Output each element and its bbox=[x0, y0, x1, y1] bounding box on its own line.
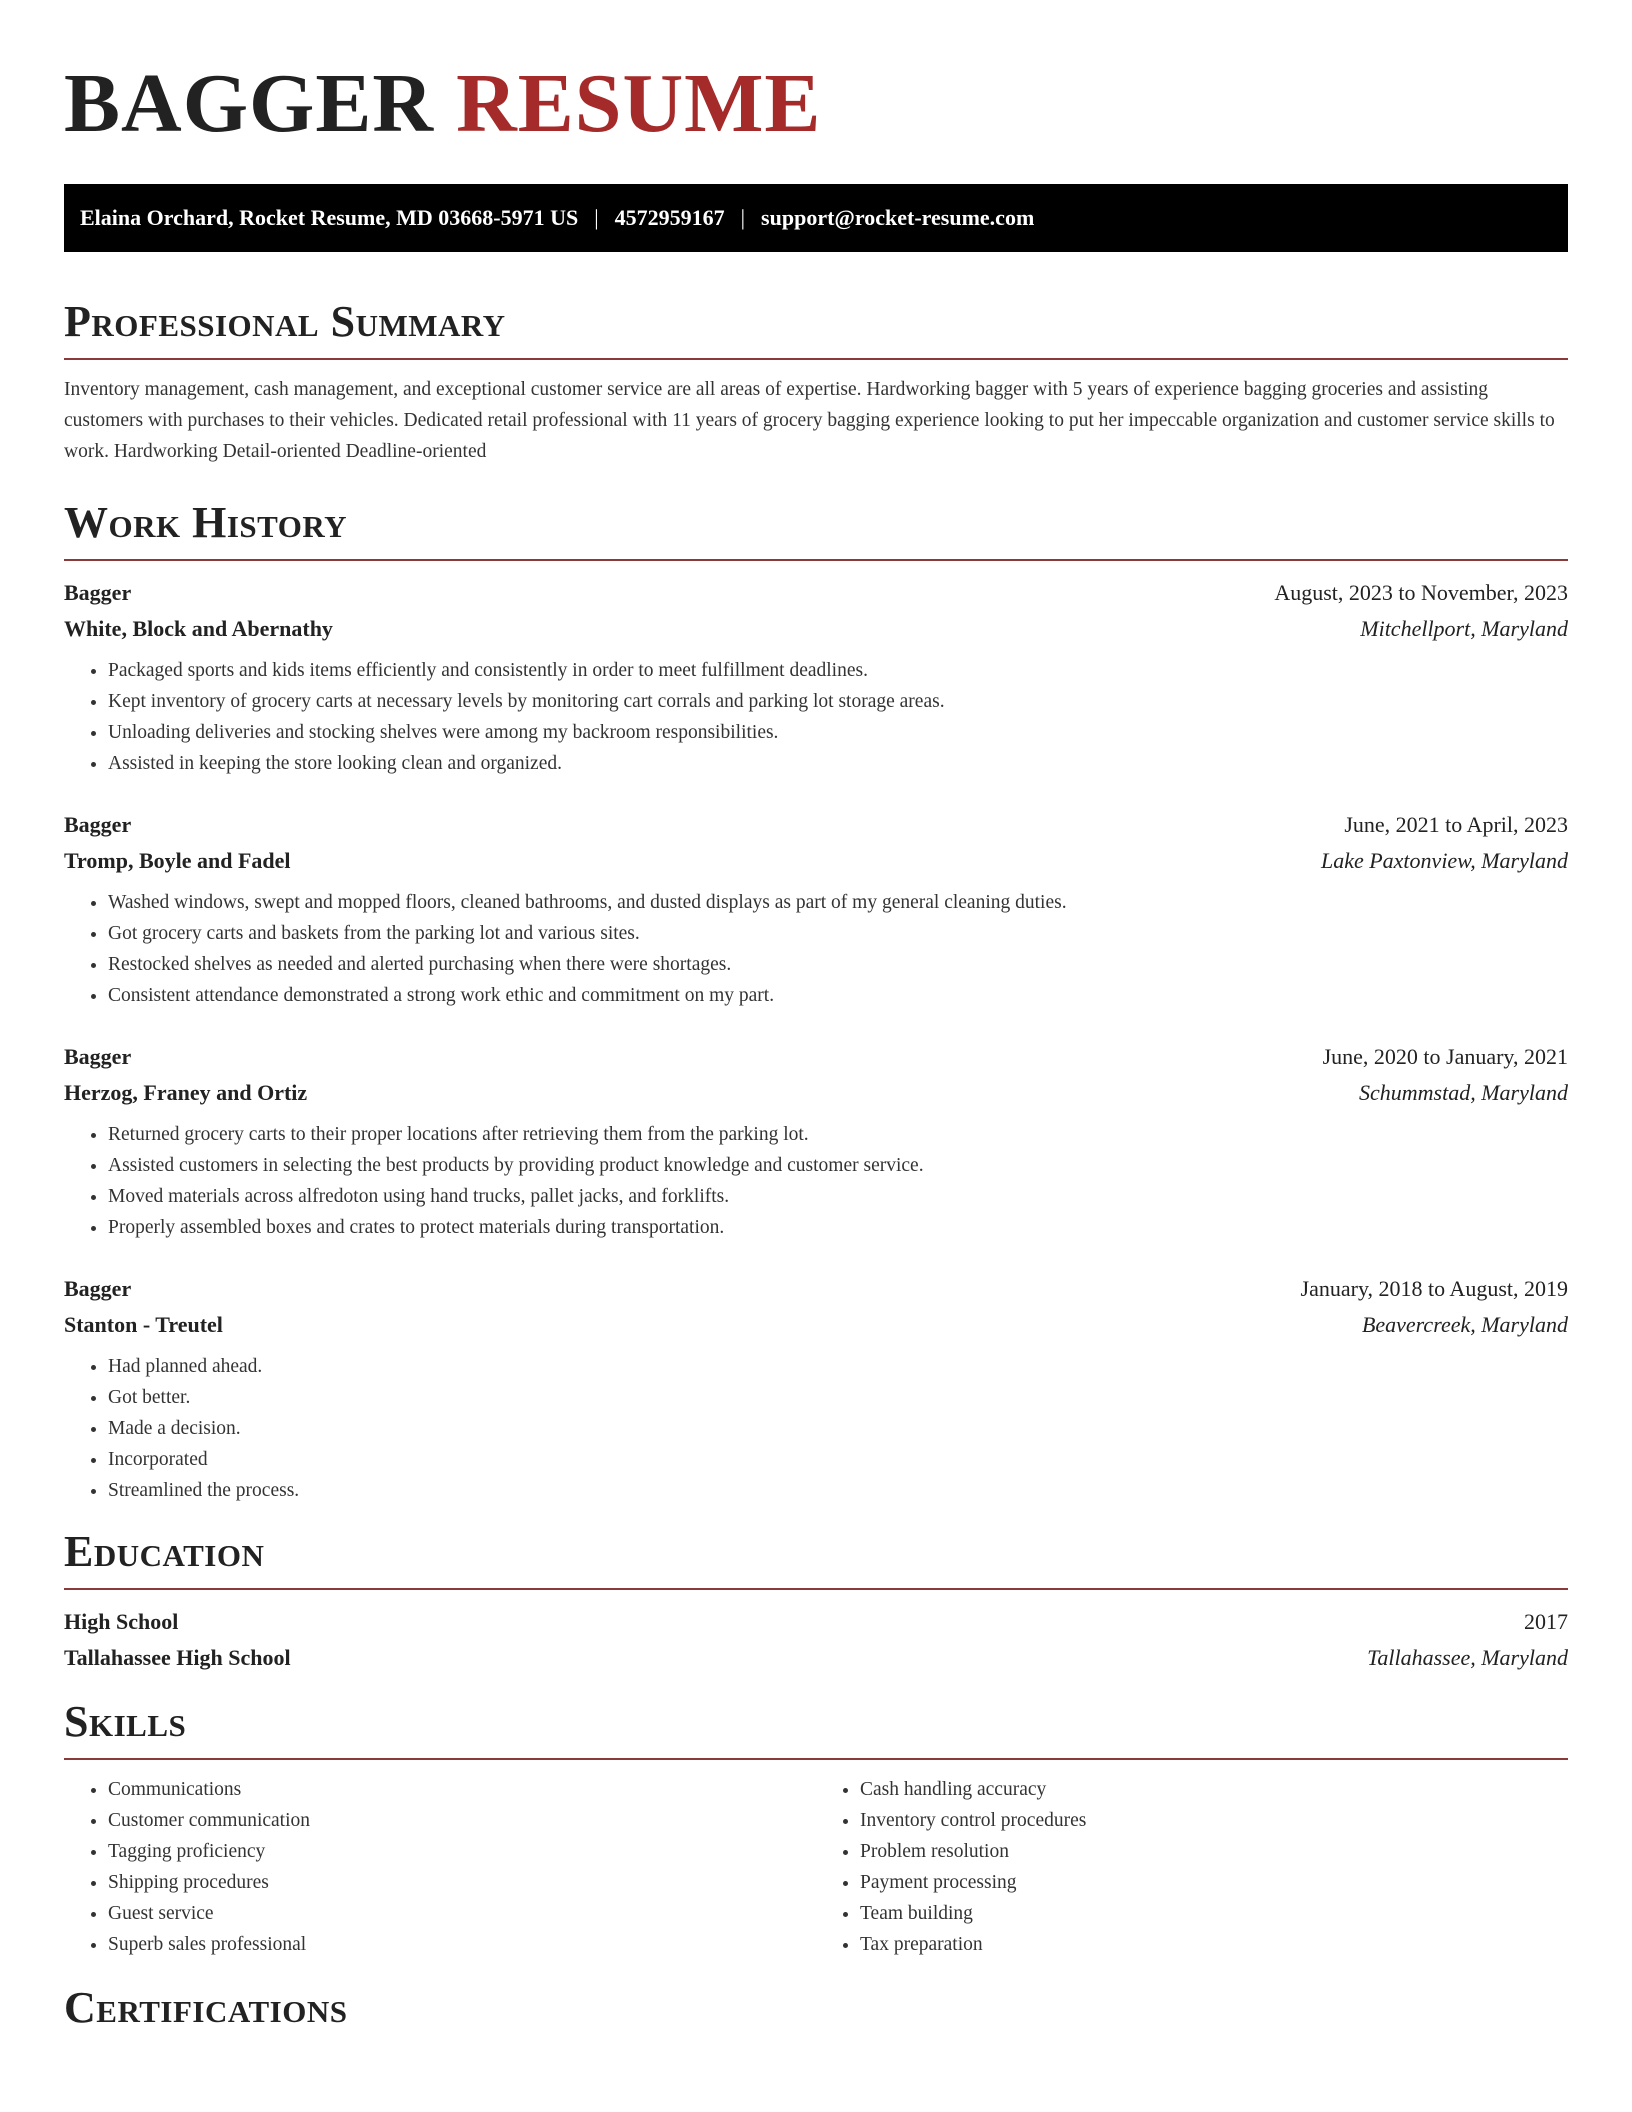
skill-item: • Shipping procedures bbox=[108, 1867, 816, 1898]
job-header-row bbox=[64, 1039, 1568, 1075]
skill-item: • Communications bbox=[108, 1774, 816, 1805]
job-bullets bbox=[64, 1351, 1568, 1506]
job-dates: August, 2023 to November, 2023 bbox=[1274, 580, 1568, 605]
job-bullet: • Streamlined the process. bbox=[108, 1475, 1568, 1506]
skill-item: • Team building bbox=[860, 1898, 1568, 1929]
job-bullet: • Consistent attendance demonstrated a strong work ethic and commitment on my part. bbox=[108, 980, 1568, 1011]
skill-item: • Problem resolution bbox=[860, 1836, 1568, 1867]
job-header-row bbox=[64, 1271, 1568, 1307]
job-company-row bbox=[64, 843, 1568, 879]
section-divider bbox=[64, 559, 1568, 561]
skill-item: • Customer communication bbox=[108, 1805, 816, 1836]
skill-item: • Superb sales professional bbox=[108, 1929, 816, 1960]
job-company-row bbox=[64, 1075, 1568, 1111]
skill-item: • Tagging proficiency bbox=[108, 1836, 816, 1867]
skill-item: • Guest service bbox=[108, 1898, 816, 1929]
skill-item: • Cash handling accuracy bbox=[860, 1774, 1568, 1805]
education-section bbox=[64, 1526, 1568, 1676]
work-history-section bbox=[64, 497, 1568, 1506]
job-bullet: • Had planned ahead. bbox=[108, 1351, 1568, 1382]
job-company: Stanton - Treutel bbox=[64, 1312, 223, 1337]
title-part-2: RESUME bbox=[456, 57, 822, 150]
job-title: Bagger bbox=[64, 1044, 132, 1069]
job-bullet: • Properly assembled boxes and crates to protect materials during transportation. bbox=[108, 1212, 1568, 1243]
job-title: Bagger bbox=[64, 580, 132, 605]
section-heading-skills: Skills bbox=[64, 1697, 187, 1746]
job-header-row bbox=[64, 807, 1568, 843]
job-bullets bbox=[64, 655, 1568, 779]
job-company-row bbox=[64, 1307, 1568, 1343]
job-bullet: • Made a decision. bbox=[108, 1413, 1568, 1444]
title-part-1: BAGGER bbox=[64, 57, 435, 150]
job-bullet: • Got better. bbox=[108, 1382, 1568, 1413]
skills-list-right bbox=[816, 1774, 1568, 1960]
skill-item: • Tax preparation bbox=[860, 1929, 1568, 1960]
skill-item: • Payment processing bbox=[860, 1867, 1568, 1898]
job-entry bbox=[64, 575, 1568, 779]
job-company: Tromp, Boyle and Fadel bbox=[64, 848, 291, 873]
job-bullets bbox=[64, 1119, 1568, 1243]
job-title: Bagger bbox=[64, 812, 132, 837]
education-year: 2017 bbox=[1524, 1609, 1568, 1634]
certifications-section bbox=[64, 1982, 1568, 2034]
job-bullet: • Returned grocery carts to their proper locations after retrieving them from the parking lot. bbox=[108, 1119, 1568, 1150]
education-school: Tallahassee High School bbox=[64, 1645, 291, 1670]
skills-section bbox=[64, 1696, 1568, 1960]
summary-section bbox=[64, 296, 1568, 467]
job-bullet: • Restocked shelves as needed and alerted purchasing when there were shortages. bbox=[108, 949, 1568, 980]
job-location: Lake Paxtonview, Maryland bbox=[1320, 848, 1568, 873]
job-entry bbox=[64, 1039, 1568, 1243]
job-title: Bagger bbox=[64, 1276, 132, 1301]
skill-item: • Inventory control procedures bbox=[860, 1805, 1568, 1836]
job-location: Beavercreek, Maryland bbox=[1361, 1312, 1568, 1337]
contact-separator: | bbox=[740, 205, 746, 230]
job-bullet: • Got grocery carts and baskets from the parking lot and various sites. bbox=[108, 918, 1568, 949]
job-dates: June, 2020 to January, 2021 bbox=[1322, 1044, 1568, 1069]
job-bullet: • Kept inventory of grocery carts at necessary levels by monitoring cart corrals and parking lot storage areas. bbox=[108, 686, 1568, 717]
section-heading-work-history: Work History bbox=[64, 498, 348, 547]
resume-title bbox=[64, 56, 1568, 152]
summary-text: Inventory management, cash management, and exceptional customer service are all areas of expertise. Hardworking bagger with 5 years of experience bagging groceries and assisting customers with purchases to their vehicles. Dedicated retail professional with 11 years of grocery bagging experience looking to put her impeccable organization and customer service skills to work. Hardworking Detail-oriented Deadline-oriented bbox=[64, 379, 1555, 462]
job-company-row bbox=[64, 611, 1568, 647]
section-divider bbox=[64, 1588, 1568, 1590]
contact-bar bbox=[64, 184, 1568, 252]
contact-phone: 4572959167 bbox=[614, 205, 725, 230]
skills-list-left bbox=[64, 1774, 816, 1960]
job-bullet: • Packaged sports and kids items efficiently and consistently in order to meet fulfillment deadlines. bbox=[108, 655, 1568, 686]
skills-grid bbox=[64, 1774, 1568, 1960]
job-bullets bbox=[64, 887, 1568, 1011]
section-heading-summary: Professional Summary bbox=[64, 297, 506, 346]
job-location: Mitchellport, Maryland bbox=[1360, 616, 1568, 641]
education-header-row bbox=[64, 1604, 1568, 1640]
job-header-row bbox=[64, 575, 1568, 611]
job-company: White, Block and Abernathy bbox=[64, 616, 333, 641]
job-dates: June, 2021 to April, 2023 bbox=[1344, 812, 1568, 837]
job-location: Schummstad, Maryland bbox=[1359, 1080, 1568, 1105]
section-divider bbox=[64, 358, 1568, 360]
job-bullet: • Unloading deliveries and stocking shelves were among my backroom responsibilities. bbox=[108, 717, 1568, 748]
contact-email: support@rocket-resume.com bbox=[761, 205, 1035, 230]
job-bullet: • Assisted in keeping the store looking clean and organized. bbox=[108, 748, 1568, 779]
contact-separator: | bbox=[594, 205, 599, 230]
job-bullet: • Washed windows, swept and mopped floors, cleaned bathrooms, and dusted displays as part of my general cleaning duties. bbox=[108, 887, 1568, 918]
job-bullet: • Assisted customers in selecting the best products by providing product knowledge and customer service. bbox=[108, 1150, 1568, 1181]
education-degree: High School bbox=[64, 1609, 179, 1634]
section-heading-education: Education bbox=[64, 1527, 265, 1576]
job-company: Herzog, Franey and Ortiz bbox=[64, 1080, 308, 1105]
education-location: Tallahassee, Maryland bbox=[1367, 1645, 1568, 1670]
job-bullet: • Moved materials across alfredoton using hand trucks, pallet jacks, and forklifts. bbox=[108, 1181, 1568, 1212]
job-entry bbox=[64, 807, 1568, 1011]
contact-address: Elaina Orchard, Rocket Resume, MD 03668-5971 US bbox=[80, 205, 579, 230]
job-dates: January, 2018 to August, 2019 bbox=[1300, 1276, 1568, 1301]
section-divider bbox=[64, 1758, 1568, 1760]
education-school-row bbox=[64, 1640, 1568, 1676]
job-entry bbox=[64, 1271, 1568, 1506]
job-bullet: • Incorporated bbox=[108, 1444, 1568, 1475]
section-heading-certifications: Certifications bbox=[64, 1983, 348, 2032]
